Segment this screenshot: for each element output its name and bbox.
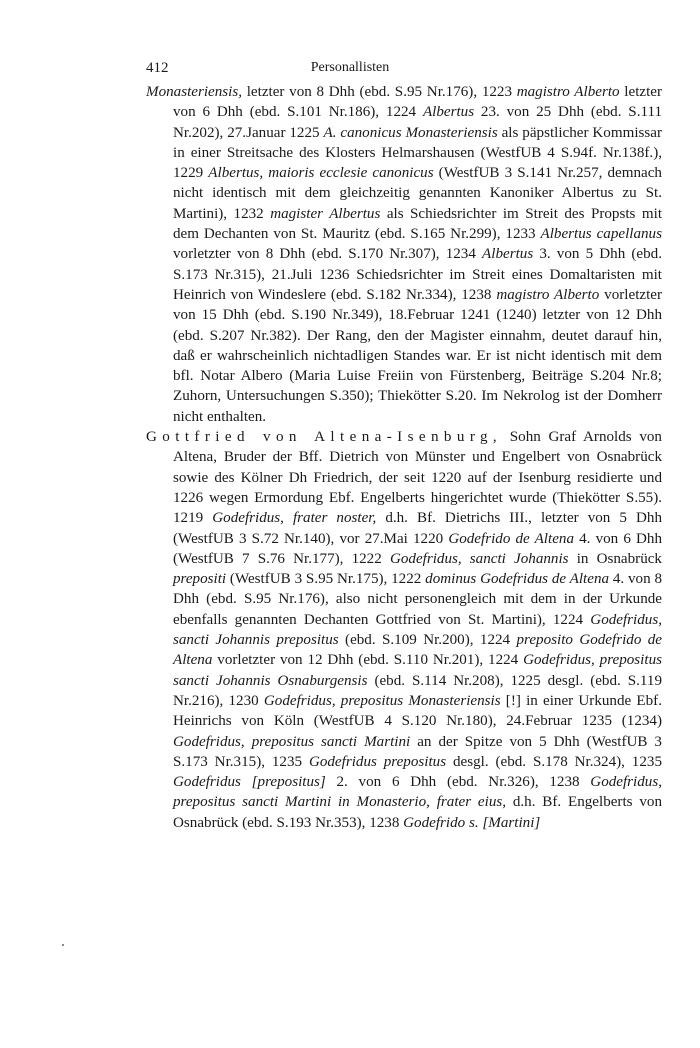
italic-citation: Godefridus, prepositus sancti Johannis Osnaburgensis: [173, 652, 662, 689]
text-segment: 2. von 6 Dhh (ebd. Nr.326), 1238: [325, 774, 591, 791]
page-number: 412: [146, 60, 169, 76]
text-segment: als päpstlicher Kommissar in einer Streitsache des Klosters Helmarshausen (WestfUB 4 S.94f. Nr.138f.), 1229: [173, 124, 662, 182]
margin-mark: [62, 944, 64, 946]
italic-citation: Monasteriensis,: [146, 84, 243, 100]
text-segment: 3. von 5 Dhh (ebd. S.173 Nr.315), 21.Juli 1236 Schiedsrichter im Streit eines Domaltaristen mit Heinrich von Windeslere (ebd. S.182 Nr.334), 1238: [173, 246, 663, 303]
italic-citation: Godefridus, frater noster,: [212, 510, 377, 527]
text-segment: (ebd. S.114 Nr.208), 1225 desgl. (ebd. S.119 Nr.216), 1230: [173, 672, 662, 709]
entry-paragraph: [146, 427, 662, 833]
text-segment: d.h. Bf. Dietrichs III., letzter von 5 Dhh (WestfUB 3 S.72 Nr.140), vor 27.Mai 1220: [173, 510, 662, 547]
text-segment: desgl. (ebd. S.178 Nr.324), 1235: [446, 753, 662, 770]
italic-citation: A. canonicus Monasteriensis: [323, 124, 498, 141]
italic-citation: Albertus: [482, 246, 534, 263]
entry-name: Gottfried von Altena-Isenburg,: [146, 429, 503, 446]
text-segment: an der Spitze von 5 Dhh (WestfUB 3 S.173 Nr.315), 1235: [173, 733, 662, 770]
text-segment: 4. von 8 Dhh (ebd. S.95 Nr.176), also nicht personengleich mit dem in der Urkunde ebenfalls genannten Dechanten Gottfried von St. Martini), 1224: [173, 571, 663, 628]
text-segment: vorletzter von 15 Dhh (ebd. S.190 Nr.349), 18.Februar 1241 (1240) letzter von 12 Dhh (ebd. S.207 Nr.382). Der Rang, den der Magister einnahm, deutet darauf hin, daß er wahrscheinlich nichtadligen Standes war. Er ist nicht identisch mit dem bfl. Notar Albero (Maria Luise Freiin von Fürstenberg, Beiträge S.204 Nr.8; Zuhorn, Untersuchungen S.350); Thiekötter S.20. Im Nekrolog ist der Domherr nicht enthalten.: [173, 286, 663, 425]
italic-citation: dominus Godefridus de Altena: [425, 571, 610, 588]
italic-citation: Godefridus, prepositus sancti Martini: [173, 733, 411, 750]
text-segment: als Schiedsrichter im Streit des Propsts mit dem Dechanten von St. Mauritz (ebd. S.165 Nr.299), 1233: [173, 205, 663, 243]
italic-citation: Albertus: [422, 104, 475, 121]
text-segment: Sohn Graf Arnolds von Altena, Bruder der Bff. Dietrich von Münster und Engelbert von Osnabrück sowie des Kölner Dh Friedrich, der seit 1220 auf der Isenburg residierte und 1226 wegen Ermordung Ebf. Engelberts hingerichtet wurde (Thiekötter S.55). 1219: [173, 429, 662, 527]
italic-citation: magistro Alberto: [516, 84, 620, 100]
italic-citation: Godefrido de Altena: [448, 530, 574, 547]
text-segment: letzter von 8 Dhh (ebd. S.95 Nr.176), 1223: [242, 84, 517, 100]
text-segment: 4. von 6 Dhh (WestfUB 7 S.76 Nr.177), 1222: [173, 530, 663, 567]
italic-citation: Godefrido s. [Martini]: [403, 814, 541, 831]
entry-paragraph: [146, 82, 662, 427]
italic-citation: Godefridus, prepositus sancti Martini in Monasterio, frater eius,: [173, 774, 662, 811]
text-segment: [!] in einer Urkunde Ebf. Heinrichs von Köln (WestfUB 4 S.120 Nr.180), 24.Februar 1235 (1234): [173, 692, 662, 730]
italic-citation: prepositi: [173, 571, 227, 588]
italic-citation: magister Albertus: [270, 205, 381, 222]
text-segment: vorletzter von 8 Dhh (ebd. S.170 Nr.307), 1234: [173, 246, 483, 263]
italic-citation: magistro Alberto: [496, 286, 600, 303]
text-segment: (WestfUB 3 S.95 Nr.175), 1222: [226, 571, 426, 588]
text-segment: d.h. Bf. Engelberts von Osnabrück (ebd. S.193 Nr.353), 1238: [173, 794, 662, 831]
italic-citation: Godefridus, prepositus Monasteriensis: [263, 692, 501, 709]
italic-citation: Albertus, maioris ecclesie canonicus: [208, 165, 434, 182]
body-text: [146, 82, 662, 833]
italic-citation: Godefridus prepositus: [308, 753, 447, 770]
italic-citation: Godefridus, sancti Johannis prepositus: [173, 611, 662, 649]
text-segment: in Osnabrück: [568, 550, 662, 567]
running-title: Personallisten: [310, 60, 390, 75]
italic-citation: Godefridus [prepositus]: [173, 774, 326, 791]
text-segment: 23. von 25 Dhh (ebd. S.111 Nr.202), 27.Januar 1225: [173, 104, 662, 141]
italic-citation: preposito Godefrido de Altena: [173, 632, 662, 669]
text-segment: vorletzter von 12 Dhh (ebd. S.110 Nr.201), 1224: [212, 652, 524, 669]
italic-citation: Albertus capellanus: [540, 226, 662, 243]
text-segment: letzter von 6 Dhh (ebd. S.101 Nr.186), 1224: [173, 84, 663, 121]
text-segment: (WestfUB 3 S.141 Nr.257, demnach nicht identisch mit dem gleichzeitig genannten Kanoniker Albertus zu St. Martini), 1232: [173, 165, 662, 222]
italic-citation: Godefridus, sancti Johannis: [389, 550, 569, 567]
text-segment: (ebd. S.109 Nr.200), 1224: [338, 632, 517, 649]
